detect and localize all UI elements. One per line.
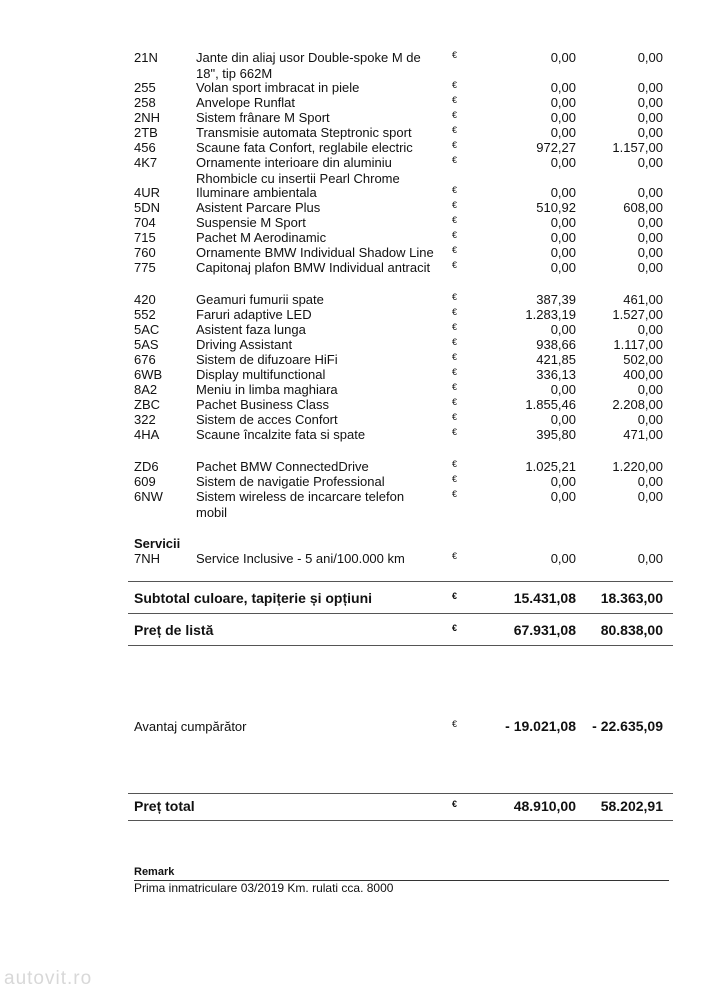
option-row <box>0 459 706 474</box>
option-row <box>0 489 706 520</box>
option-description: Capitonaj plafon BMW Individual antracit <box>196 260 431 275</box>
option-code: 676 <box>134 352 156 367</box>
euro-icon: € <box>452 215 458 225</box>
buyer-advantage-label: Avantaj cumpărător <box>134 719 247 734</box>
option-code: 704 <box>134 215 156 230</box>
price-net: 0,00 <box>550 50 576 65</box>
option-description: Ornamente BMW Individual Shadow Line <box>196 245 434 260</box>
price-gross: 461,00 <box>623 292 663 307</box>
option-description: Faruri adaptive LED <box>196 307 312 322</box>
price-gross: 0,00 <box>637 50 663 65</box>
price-gross: 1.157,00 <box>612 140 663 155</box>
total-price-row <box>0 799 706 814</box>
option-description: Iluminare ambientala <box>196 185 317 200</box>
subtotal-net: 15.431,08 <box>513 590 576 606</box>
euro-icon: € <box>452 489 458 499</box>
price-net: 0,00 <box>550 230 576 245</box>
price-gross: 502,00 <box>623 352 663 367</box>
option-code: 2TB <box>134 125 158 140</box>
euro-icon: € <box>452 352 458 362</box>
remark-text: Prima inmatriculare 03/2019 Km. rulati cca. 8000 <box>134 881 394 895</box>
total-price-gross: 58.202,91 <box>600 798 663 814</box>
subtotal-gross: 18.363,00 <box>600 590 663 606</box>
subtotal-row <box>0 591 706 606</box>
option-description: Display multifunctional <box>196 367 326 382</box>
option-description: Geamuri fumurii spate <box>196 292 324 307</box>
option-row <box>0 367 706 382</box>
price-gross: 1.220,00 <box>612 459 663 474</box>
option-code: 255 <box>134 80 156 95</box>
euro-icon: € <box>452 140 458 150</box>
divider <box>128 581 673 582</box>
option-row <box>0 80 706 95</box>
option-code: ZD6 <box>134 459 159 474</box>
option-code: 258 <box>134 95 156 110</box>
euro-icon: € <box>452 459 458 469</box>
option-description: Sistem de navigatie Professional <box>196 474 385 489</box>
price-net: 0,00 <box>550 382 576 397</box>
option-description: Anvelope Runflat <box>196 95 296 110</box>
option-row <box>0 200 706 215</box>
option-row <box>0 185 706 200</box>
euro-icon: € <box>452 292 458 302</box>
price-gross: 1.527,00 <box>612 307 663 322</box>
price-gross: 0,00 <box>637 230 663 245</box>
price-gross: 0,00 <box>637 260 663 275</box>
option-description: Pachet Business Class <box>196 397 329 412</box>
price-gross: 0,00 <box>637 245 663 260</box>
option-code: 21N <box>134 50 158 65</box>
euro-icon: € <box>452 322 458 332</box>
services-heading: Servicii <box>134 536 181 551</box>
option-description: Sistem frânare M Sport <box>196 110 330 125</box>
price-net: 387,39 <box>536 292 576 307</box>
price-gross: 0,00 <box>637 551 663 566</box>
euro-icon: € <box>452 591 458 601</box>
option-code: 4K7 <box>134 155 158 170</box>
option-row <box>0 125 706 140</box>
price-net: 421,85 <box>536 352 576 367</box>
option-code: 420 <box>134 292 156 307</box>
option-code: 322 <box>134 412 156 427</box>
euro-icon: € <box>452 412 458 422</box>
option-code: 6WB <box>134 367 163 382</box>
euro-icon: € <box>452 474 458 484</box>
price-gross: 0,00 <box>637 322 663 337</box>
option-code: 5DN <box>134 200 161 215</box>
option-description: Suspensie M Sport <box>196 215 306 230</box>
buyer-advantage-row <box>0 719 706 734</box>
service-row <box>0 551 706 566</box>
option-description: Transmisie automata Steptronic sport <box>196 125 412 140</box>
price-net: 510,92 <box>536 200 576 215</box>
euro-icon: € <box>452 397 458 407</box>
option-code: 715 <box>134 230 156 245</box>
buyer-advantage-gross: - 22.635,09 <box>592 718 663 734</box>
euro-icon: € <box>452 185 458 195</box>
price-gross: 2.208,00 <box>612 397 663 412</box>
euro-icon: € <box>452 50 458 60</box>
price-gross: 471,00 <box>623 427 663 442</box>
price-net: 0,00 <box>550 110 576 125</box>
watermark-logo: autovit.ro <box>4 968 93 989</box>
price-net: 0,00 <box>550 245 576 260</box>
option-description: Ornamente interioare din aluminiu Rhombicle cu insertii Pearl Chrome <box>196 155 400 186</box>
price-net: 938,66 <box>536 337 576 352</box>
list-price-label: Preț de listă <box>134 622 214 638</box>
option-row <box>0 307 706 322</box>
price-net: 0,00 <box>550 125 576 140</box>
option-code: 2NH <box>134 110 161 125</box>
euro-icon: € <box>452 80 458 90</box>
euro-icon: € <box>452 551 458 561</box>
price-gross: 0,00 <box>637 155 663 170</box>
euro-icon: € <box>452 337 458 347</box>
price-gross: 0,00 <box>637 412 663 427</box>
price-net: 0,00 <box>550 155 576 170</box>
service-description: Service Inclusive - 5 ani/100.000 km <box>196 551 405 566</box>
option-code: 6NW <box>134 489 163 504</box>
price-net: 336,13 <box>536 367 576 382</box>
option-row <box>0 474 706 489</box>
price-net: 0,00 <box>550 95 576 110</box>
price-gross: 0,00 <box>637 474 663 489</box>
option-row <box>0 215 706 230</box>
price-gross: 0,00 <box>637 80 663 95</box>
option-description: Volan sport imbracat in piele <box>196 80 360 95</box>
price-net: 395,80 <box>536 427 576 442</box>
option-description: Scaune fata Confort, reglabile electric <box>196 140 413 155</box>
list-price-gross: 80.838,00 <box>600 622 663 638</box>
euro-icon: € <box>452 110 458 120</box>
option-row <box>0 427 706 442</box>
option-description: Jante din aliaj usor Double-spoke M de 18", tip 662M <box>196 50 421 81</box>
option-row <box>0 292 706 307</box>
list-price-row <box>0 623 706 638</box>
option-description: Asistent faza lunga <box>196 322 306 337</box>
price-gross: 1.117,00 <box>613 337 663 352</box>
option-row <box>0 110 706 125</box>
option-code: 760 <box>134 245 156 260</box>
price-gross: 0,00 <box>637 110 663 125</box>
euro-icon: € <box>452 719 458 729</box>
price-net: 1.283,19 <box>525 307 576 322</box>
option-row <box>0 230 706 245</box>
option-row <box>0 260 706 275</box>
divider <box>128 820 673 821</box>
price-net: 0,00 <box>550 551 576 566</box>
euro-icon: € <box>452 427 458 437</box>
euro-icon: € <box>452 200 458 210</box>
price-gross: 400,00 <box>623 367 663 382</box>
option-row <box>0 245 706 260</box>
option-code: 609 <box>134 474 156 489</box>
option-code: 456 <box>134 140 156 155</box>
euro-icon: € <box>452 307 458 317</box>
price-net: 1.855,46 <box>525 397 576 412</box>
price-net: 0,00 <box>550 260 576 275</box>
price-gross: 0,00 <box>637 215 663 230</box>
price-net: 0,00 <box>550 80 576 95</box>
option-code: 775 <box>134 260 156 275</box>
option-description: Pachet BMW ConnectedDrive <box>196 459 369 474</box>
euro-icon: € <box>452 155 458 165</box>
option-description: Sistem de acces Confort <box>196 412 338 427</box>
option-code: 4UR <box>134 185 161 200</box>
option-row <box>0 155 706 186</box>
price-net: 0,00 <box>550 322 576 337</box>
price-gross: 0,00 <box>637 125 663 140</box>
divider <box>128 613 673 614</box>
option-row <box>0 50 706 81</box>
divider <box>128 793 673 794</box>
price-net: 0,00 <box>550 215 576 230</box>
total-price-net: 48.910,00 <box>513 798 576 814</box>
price-net: 1.025,21 <box>525 459 576 474</box>
option-description: Pachet M Aerodinamic <box>196 230 327 245</box>
euro-icon: € <box>452 95 458 105</box>
price-gross: 0,00 <box>637 489 663 504</box>
euro-icon: € <box>452 367 458 377</box>
option-description: Meniu in limba maghiara <box>196 382 338 397</box>
euro-icon: € <box>452 623 458 633</box>
euro-icon: € <box>452 125 458 135</box>
option-code: 8A2 <box>134 382 158 397</box>
remark-title: Remark <box>134 866 175 878</box>
option-row <box>0 95 706 110</box>
option-row <box>0 322 706 337</box>
option-code: 4HA <box>134 427 160 442</box>
option-code: 5AC <box>134 322 160 337</box>
euro-icon: € <box>452 260 458 270</box>
service-code: 7NH <box>134 551 161 566</box>
price-net: 0,00 <box>550 489 576 504</box>
option-code: 552 <box>134 307 156 322</box>
price-net: 972,27 <box>536 140 576 155</box>
option-description: Sistem wireless de incarcare telefon mobil <box>196 489 405 520</box>
price-gross: 0,00 <box>637 382 663 397</box>
divider <box>128 645 673 646</box>
option-description: Asistent Parcare Plus <box>196 200 321 215</box>
buyer-advantage-net: - 19.021,08 <box>505 718 576 734</box>
price-gross: 608,00 <box>623 200 663 215</box>
euro-icon: € <box>452 382 458 392</box>
price-gross: 0,00 <box>637 185 663 200</box>
option-row <box>0 337 706 352</box>
euro-icon: € <box>452 799 458 809</box>
price-net: 0,00 <box>550 474 576 489</box>
option-row <box>0 352 706 367</box>
option-code: ZBC <box>134 397 160 412</box>
option-code: 5AS <box>134 337 159 352</box>
euro-icon: € <box>452 245 458 255</box>
option-row <box>0 397 706 412</box>
option-row <box>0 382 706 397</box>
price-net: 0,00 <box>550 185 576 200</box>
list-price-net: 67.931,08 <box>513 622 576 638</box>
subtotal-label: Subtotal culoare, tapițerie și opțiuni <box>134 590 373 606</box>
option-description: Sistem de difuzoare HiFi <box>196 352 338 367</box>
option-row <box>0 412 706 427</box>
euro-icon: € <box>452 230 458 240</box>
option-description: Driving Assistant <box>196 337 293 352</box>
total-price-label: Preț total <box>134 798 195 814</box>
price-gross: 0,00 <box>637 95 663 110</box>
option-description: Scaune încalzite fata si spate <box>196 427 366 442</box>
price-net: 0,00 <box>550 412 576 427</box>
option-row <box>0 140 706 155</box>
